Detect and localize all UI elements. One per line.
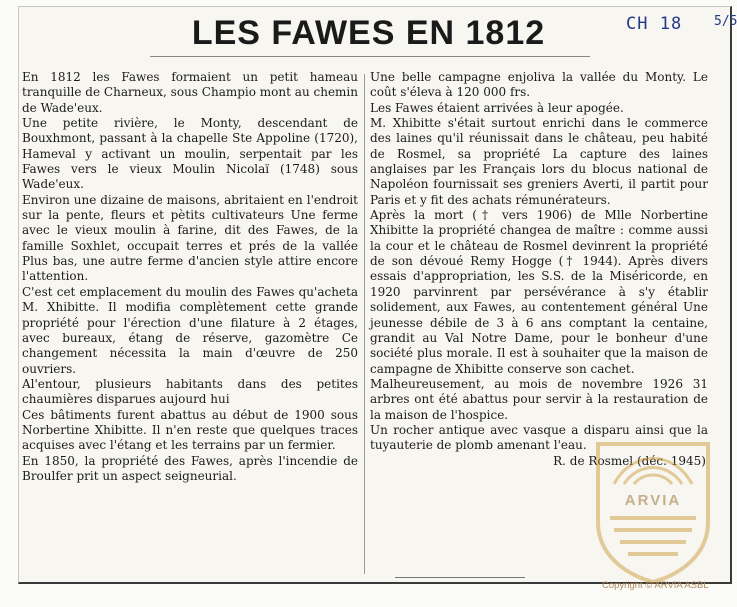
paragraph: Un rocher antique avec vasque a disparu ainsi que la tuyauterie de plomb amenant l'eau. [370,422,708,453]
paragraph: Malheureusement, au mois de novembre 1926 31 arbres ont été abattus pour servir à la restauration de la maison de l'hospice. [370,376,708,422]
paragraph: Une belle campagne enjoliva la vallée du Monty. Le coût s'éleva à 120 000 frs. [370,70,708,100]
copyright-notice: Copyright © ARVIA ASBL [602,580,709,591]
right-column [370,70,708,469]
paragraph: Une petite rivière, le Monty, descendant de Bouxhmont, passant à la chapelle Ste Appoline (1720), Hameval y activant un moulin, serpentait par les Fawes vers le vieux Moulin Nicolaï (1748) sous Wade'eux. [22,116,358,192]
paragraph: Ces bâtiments furent abattus au début de 1900 sous Norbertine Xhibitte. Il n'en reste que quelques traces acquises avec l'étang et les terrains par un fermier. [22,407,358,453]
watermark-label: ARVIA [624,492,682,509]
paragraph: Al'entour, plusieurs habitants dans des petites chaumières disparues aujourd hui [22,376,358,407]
handwritten-page-number: 5/5 [714,14,737,29]
paragraph: Environ une dizaine de maisons, abritaient en l'endroit sur la pente, fleurs et pètits cultivateurs Une ferme avec le vieux moulin à farine, dit des Fawes, de la famille Soxhlet, occupait terres et prés de la vallée Plus bas, une autre ferme d'ancien style attire encore l'attention. [22,192,358,284]
title-underline [150,56,590,57]
paragraph: M. Xhibitte s'était surtout enrichi dans le commerce des laines qu'il réunissait dans le château, peu habité de Rosmel, sa propriété La capture des laines anglaises par les Français lors du blocus national de Napoléon fournissait ses greniers Averti, il partit pour Paris et y fit des achats rémunérateurs. [370,116,708,207]
left-column [22,70,358,484]
paragraph: En 1850, la propriété des Fawes, après l'incendie de Broulfer prit un aspect seigneurial. [22,453,358,483]
paragraph: Après la mort († vers 1906) de Mlle Norbertine Xhibitte la propriété changea de maître : comme aussi la cour et le château de Rosmel devinrent la propriété de son dévoué Remy Hogge († 1944). Après divers essais d'appropriation, les S.S. de la Miséricorde, en 1920 parvinrent par persévérance à s'y établir solidement, aux Fawes, au contentement général Une jeunesse débile de 3 à 6 ans comptant la centaine, grandit au Val Notre Dame, pour le bonheur d'une société plus morale. Il est à souhaiter que la maison de campagne de Xhibitte conserve son cachet. [370,208,708,376]
paragraph: Les Fawes étaient arrivées à leur apogée. [370,100,624,115]
author-signature: R. de Rosmel (déc. 1945) [553,453,706,468]
arvia-watermark [592,438,714,586]
column-divider [364,74,365,574]
paragraph: C'est cet emplacement du moulin des Fawes qu'acheta M. Xhibitte. Il modifia complètement cette grande propriété pour l'érection d'une filature à 2 étages, avec bureaux, étang de réserve, gazomètre Ce changement nécessita la main d'œuvre de 250 ouvriers. [22,284,358,376]
shield-logo-icon [592,438,714,586]
closing-rule [395,577,525,578]
handwritten-code: CH 18 [626,14,683,34]
paragraph: En 1812 les Fawes formaient un petit hameau tranquille de Charneux, sous Champio mont au chemin de Wade'eux. [22,70,358,115]
article-title: LES FAWES EN 1812 [191,14,546,52]
